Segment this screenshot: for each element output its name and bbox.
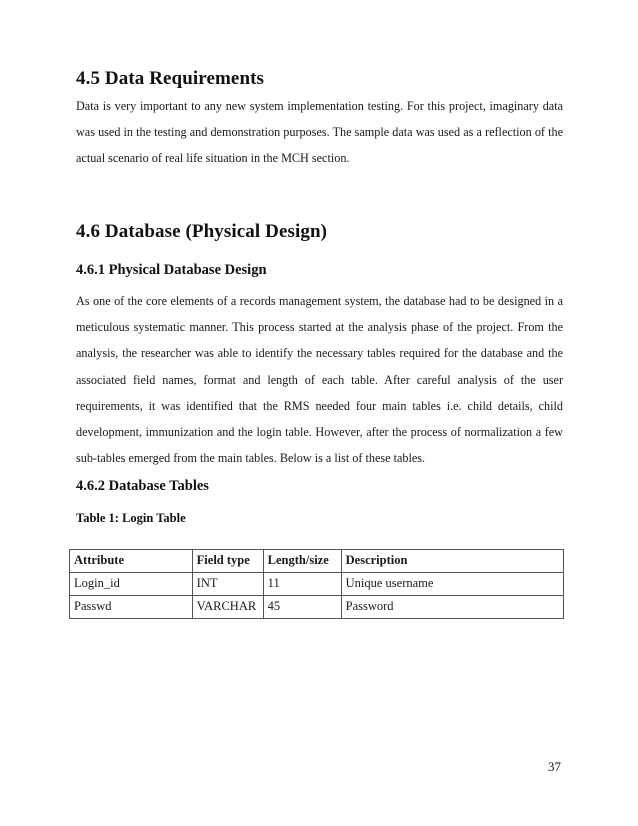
table-cell: Passwd: [70, 596, 193, 619]
paragraph-data-requirements: Data is very important to any new system implementation testing. For this project, imaginary data was used in the testing and demonstration purposes. The sample data was used as a reflection of the actual scenario of real life situation in the MCH section.: [76, 99, 563, 166]
table-cell: Unique username: [341, 573, 563, 596]
table-cell: 11: [263, 573, 341, 596]
section-heading-database-physical-design: 4.6 Database (Physical Design): [76, 221, 328, 242]
table-cell: 45: [263, 596, 341, 619]
table-row: [70, 596, 564, 619]
subsection-heading-physical-database-design: 4.6.1 Physical Database Design: [76, 262, 267, 278]
table-cell: Password: [341, 596, 563, 619]
table-row: [70, 573, 564, 596]
column-header-length-size: Length/size: [263, 550, 341, 573]
column-header-description: Description: [341, 550, 563, 573]
subsection-heading-database-tables: 4.6.2 Database Tables: [76, 478, 209, 494]
table-caption: Table 1: Login Table: [76, 511, 186, 525]
table-cell: INT: [192, 573, 263, 596]
table-cell: Login_id: [70, 573, 193, 596]
page-number: 37: [548, 759, 561, 774]
section-heading-data-requirements: 4.5 Data Requirements: [76, 68, 265, 89]
login-table: [69, 549, 564, 619]
column-header-field-type: Field type: [192, 550, 263, 573]
table-cell: VARCHAR: [192, 596, 263, 619]
table-header-row: [70, 550, 564, 573]
paragraph-physical-database-design: As one of the core elements of a records management system, the database had to be designed in a meticulous systematic manner. This process started at the analysis phase of the project. From the analysis, the researcher was able to identify the necessary tables required for the database and the associated field names, format and length of each table. After careful analysis of the user requirements, it was identified that the RMS needed four main tables i.e. child details, child development, immunization and the login table. However, after the process of normalization a few sub-tables emerged from the main tables. Below is a list of these tables.: [76, 294, 563, 466]
column-header-attribute: Attribute: [70, 550, 193, 573]
